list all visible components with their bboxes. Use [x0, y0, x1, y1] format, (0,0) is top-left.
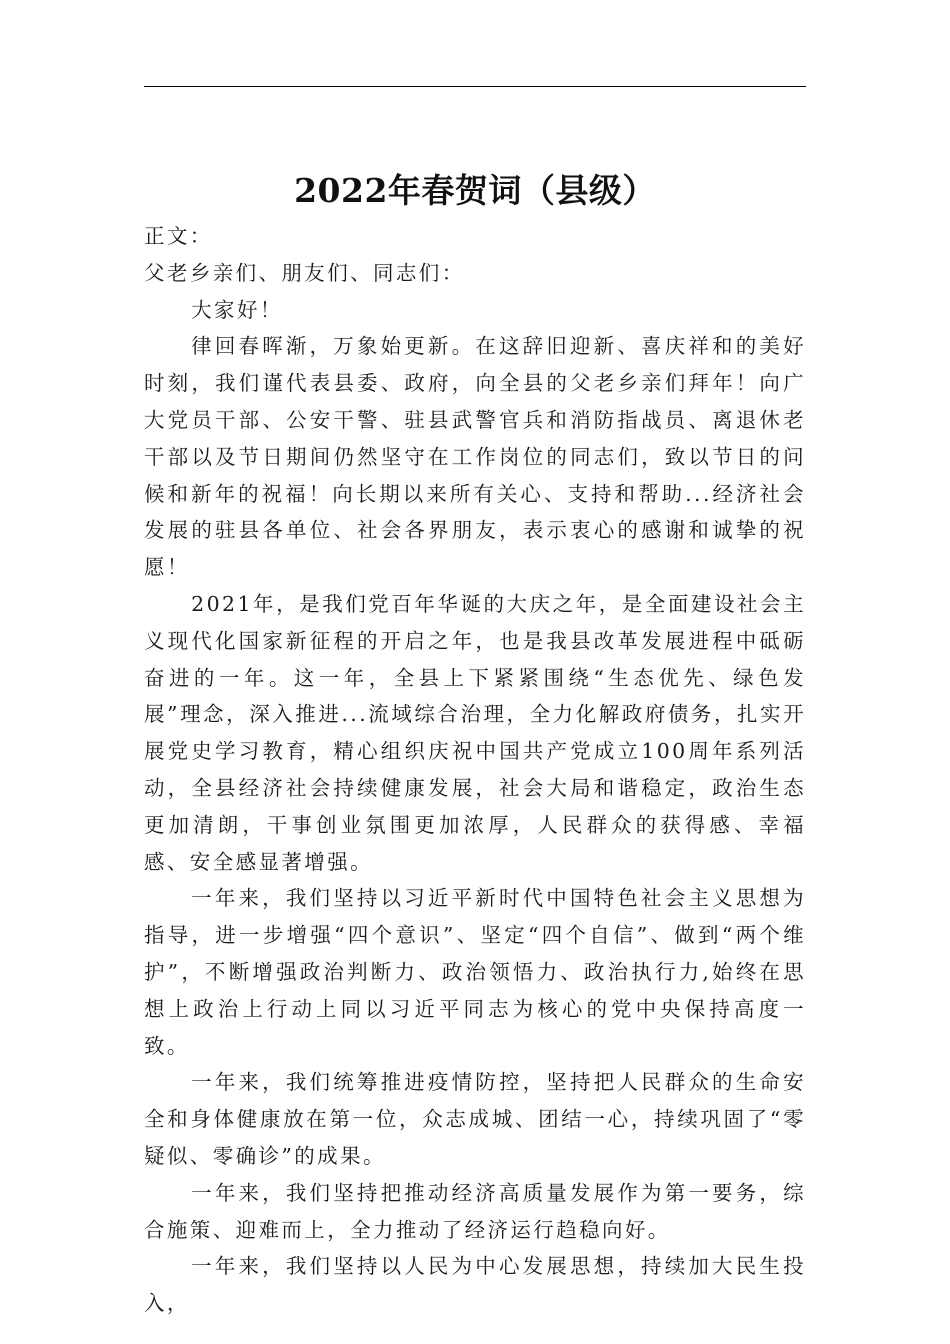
paragraph: 一年来，我们统筹推进疫情防控，坚持把人民群众的生命安全和身体健康放在第一位，众志成城、团结一心，持续巩固了“零疑似、零确诊”的成果。: [144, 1070, 806, 1168]
paragraph-greeting: 大家好！: [191, 297, 283, 322]
paragraph: 律回春晖渐，万象始更新。在这辞旧迎新、喜庆祥和的美好时刻，我们谨代表县委、政府，向全县的父老乡亲们拜年！向广大党员干部、公安干警、驻县武警官兵和消防指战员、离退休老干部以及节日期间仍然坚守在工作岗位的同志们，致以节日的问候和新年的祝福！向长期以来所有关心、支持和帮助...经济社会发展的驻县各单位、社会各界朋友，表示衷心的感谢和诚挚的祝愿！: [144, 334, 806, 580]
salutation: 父老乡亲们、朋友们、同志们：: [144, 260, 465, 285]
document-body: [144, 218, 806, 1322]
paragraph: 2021年，是我们党百年华诞的大庆之年，是全面建设社会主义现代化国家新征程的开启之年，也是我县改革发展进程中砥砺奋进的一年。这一年，全县上下紧紧围绕“生态优先、绿色发展”理念，深入推进...流域综合治理，全力化解政府债务，扎实开展党史学习教育，精心组织庆祝中国共产党成立100周年系列活动，全县经济社会持续健康发展，社会大局和谐稳定，政治生态更加清朗，干事创业氛围更加浓厚，人民群众的获得感、幸福感、安全感显著增强。: [144, 591, 806, 874]
document-title: 2022年春贺词（县级）: [294, 171, 656, 210]
paragraph: 一年来，我们坚持把推动经济高质量发展作为第一要务，综合施策、迎难而上，全力推动了经济运行趋稳向好。: [144, 1180, 806, 1242]
paragraph: 一年来，我们坚持以人民为中心发展思想，持续加大民生投入，: [144, 1254, 806, 1316]
body-label: 正文：: [144, 224, 213, 248]
paragraph: 一年来，我们坚持以习近平新时代中国特色社会主义思想为指导，进一步增强“四个意识”、坚定“四个自信”、做到“两个维护”，不断增强政治判断力、政治领悟力、政治执行力,始终在思想上政治上行动上同以习近平同志为核心的党中央保持高度一致。: [144, 886, 806, 1058]
header-rule: [144, 86, 806, 87]
